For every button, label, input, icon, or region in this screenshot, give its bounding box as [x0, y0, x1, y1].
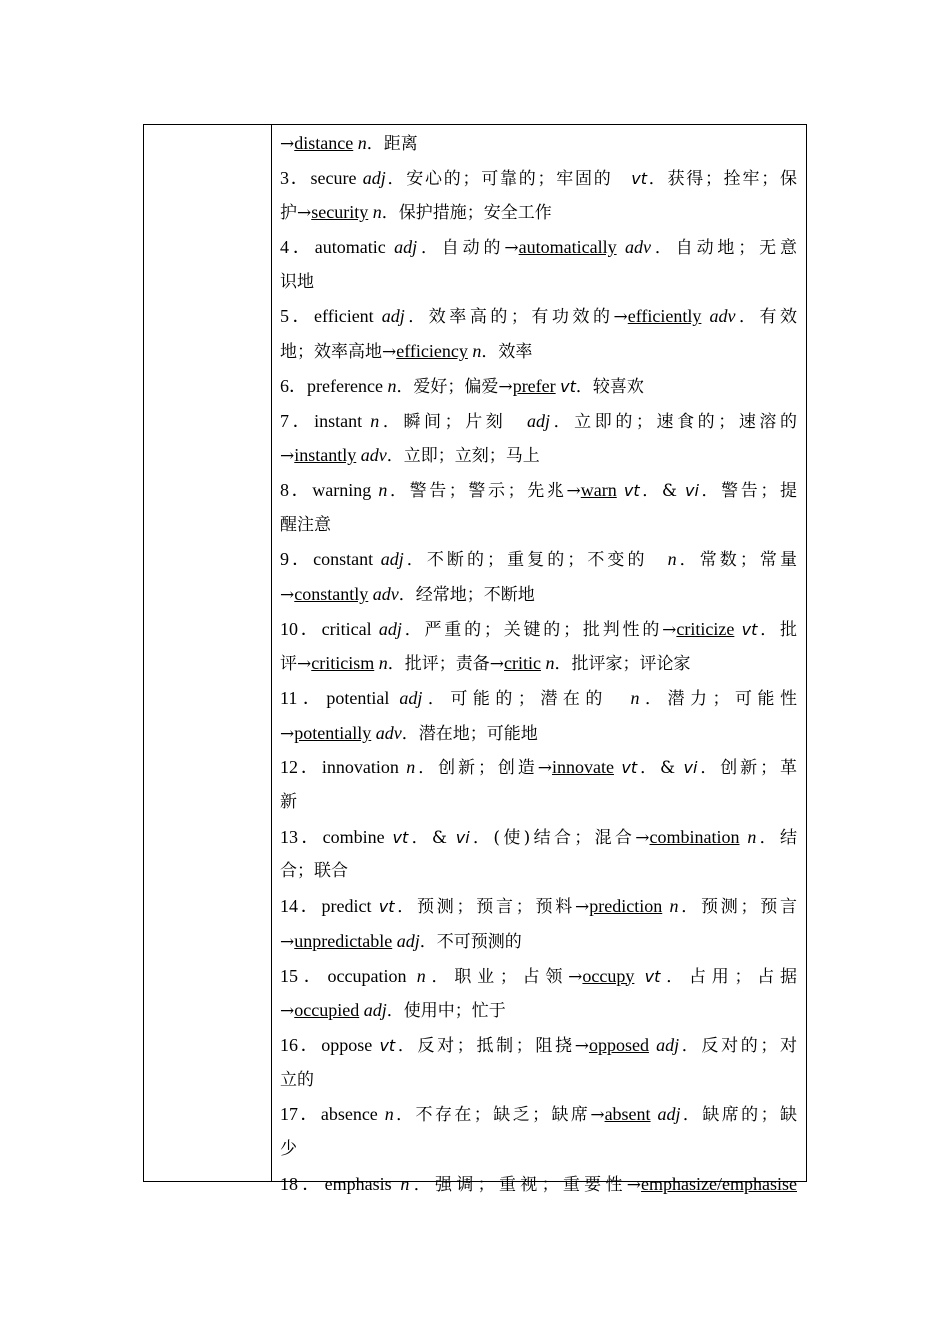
definition-text: ．占用；占据	[660, 966, 797, 987]
headword: 7．instant	[280, 410, 371, 431]
entry-line	[280, 404, 797, 439]
part-of-speech: adj	[363, 1000, 387, 1021]
part-of-speech: n	[669, 896, 679, 917]
derived-word: prediction	[589, 896, 663, 917]
definition-text: ．预测；预言；预料→	[394, 897, 590, 918]
headword	[617, 237, 625, 257]
part-of-speech: adv	[624, 237, 651, 258]
headword: 10．critical	[280, 618, 379, 639]
definition-text: ．立即的；速食的；速溶的	[549, 411, 797, 432]
definition-text: 立的	[280, 1069, 314, 1090]
entry-line	[280, 959, 797, 994]
entry-line	[280, 265, 797, 300]
part-of-speech: vi	[683, 758, 698, 778]
derived-word: combination	[649, 826, 740, 847]
definition-text: →	[280, 446, 295, 467]
entry-line	[280, 299, 797, 334]
part-of-speech: vi	[685, 480, 699, 500]
definition-text: ．潜在地；可能地	[401, 723, 538, 744]
entry-line	[280, 230, 797, 265]
entry-line	[280, 542, 797, 577]
vocabulary-table	[143, 124, 807, 1195]
entry-line	[280, 195, 797, 230]
part-of-speech: adv	[709, 306, 736, 327]
definition-text: 识地	[280, 271, 314, 292]
entry-line	[280, 716, 797, 751]
entry-line	[280, 1063, 797, 1098]
part-of-speech: vi	[455, 827, 470, 847]
definition-text: ．安心的；可靠的；牢固的	[385, 168, 632, 189]
definition-text: ．批	[757, 619, 797, 640]
headword: 14．predict	[280, 896, 379, 917]
definition-text: ．不可预测的	[419, 931, 522, 952]
part-of-speech: n	[378, 653, 388, 674]
entry-line	[280, 161, 797, 196]
part-of-speech: vt	[644, 966, 661, 986]
derived-word: distance	[294, 133, 354, 153]
definition-text: ．较喜欢	[575, 376, 644, 397]
entry-line	[280, 785, 797, 820]
part-of-speech: adj	[378, 618, 402, 639]
headword	[634, 966, 644, 986]
part-of-speech: n	[387, 375, 397, 396]
definition-text: →	[280, 134, 295, 154]
part-of-speech: adj	[526, 410, 550, 431]
definition-text: ．强调；重视；重要性→	[409, 1174, 642, 1195]
part-of-speech: adv	[375, 722, 402, 743]
definition-text: ．警告；警示；先兆→	[387, 480, 581, 501]
definition-text: ．批评；责备→	[387, 654, 504, 675]
definition-text: 少	[280, 1138, 297, 1159]
part-of-speech: vt	[741, 619, 758, 639]
derived-word: occupy	[582, 965, 635, 986]
part-of-speech: adj	[656, 1034, 680, 1055]
derived-word: unpredictable	[294, 930, 393, 951]
headword: 17．absence	[280, 1104, 385, 1125]
part-of-speech: adj	[362, 167, 386, 188]
part-of-speech: n	[667, 549, 677, 570]
derived-word: warn	[580, 479, 617, 500]
entry-line	[280, 993, 797, 1028]
part-of-speech: adv	[372, 583, 399, 604]
part-of-speech: adj	[399, 688, 423, 708]
derived-word: critic	[503, 653, 541, 674]
part-of-speech: n	[630, 688, 640, 708]
entry-line	[280, 646, 797, 681]
derived-word: occupied	[294, 1000, 360, 1021]
definition-text: ．结	[756, 827, 797, 848]
headword: 11．potential	[280, 688, 400, 708]
definition-text: ．&	[408, 827, 456, 848]
definition-text: ．批评家；评论家	[554, 654, 691, 675]
part-of-speech: n	[472, 341, 482, 362]
definition-text: ．警告；提	[698, 480, 797, 501]
headword: 5．efficient	[280, 306, 382, 327]
headword: 6．preference	[280, 375, 388, 396]
part-of-speech: adj	[381, 306, 405, 327]
entry-line	[280, 369, 797, 404]
definition-text: ．自动的→	[417, 238, 519, 259]
definition-text: ．保护措施；安全工作	[381, 203, 552, 224]
definition-text: ．常数；常量	[676, 550, 797, 571]
entry-line	[280, 126, 797, 161]
part-of-speech: vt	[378, 897, 395, 917]
definition-text: ．爱好；偏爱→	[396, 376, 513, 397]
derived-word: instantly	[294, 445, 357, 466]
headword: 18．emphasis	[280, 1173, 401, 1194]
definition-text: 评→	[280, 654, 312, 675]
definition-text: ．可能的；潜在的	[422, 689, 631, 709]
derived-word: absent	[604, 1104, 651, 1125]
headword: 13．combine	[280, 826, 393, 847]
definition-text: ．职业；占领→	[425, 966, 583, 987]
part-of-speech: n	[416, 965, 426, 986]
part-of-speech: n	[406, 757, 416, 778]
entry-line	[280, 820, 797, 855]
entry-line	[280, 1028, 797, 1063]
entry-line	[280, 438, 797, 473]
headword	[662, 896, 669, 916]
headword: 9．constant	[280, 549, 381, 570]
headword: 3．secure	[280, 167, 363, 188]
definition-text: →	[280, 723, 295, 744]
derived-word: emphasize/emphasise	[641, 1173, 797, 1194]
derived-word: criticism	[311, 653, 375, 674]
definition-text: ．距离	[366, 134, 418, 154]
vocabulary-entries	[272, 125, 806, 1195]
definition-text: ．不断的；重复的；不变的	[403, 550, 668, 571]
definition-text: →	[280, 584, 295, 605]
definition-text: 新	[280, 792, 297, 813]
headword	[734, 619, 741, 639]
definition-text: 地；效率高地→	[280, 342, 397, 363]
part-of-speech: n	[357, 133, 367, 153]
definition-text: ．自动地；无意	[650, 238, 797, 259]
definition-text: ．(使)结合；混合→	[469, 827, 650, 848]
derived-word: security	[311, 202, 369, 223]
definition-text: →	[280, 1001, 295, 1022]
part-of-speech: adj	[396, 930, 420, 951]
table-left-column	[144, 125, 272, 1181]
definition-text: ．获得；拴牢；保	[647, 168, 797, 189]
headword	[617, 480, 624, 500]
part-of-speech: adj	[394, 237, 418, 258]
part-of-speech: n	[378, 479, 388, 500]
definition-text: ．使用中；忙于	[386, 1001, 506, 1022]
entry-line	[280, 577, 797, 612]
derived-word: automatically	[518, 237, 617, 258]
definition-text: ．缺席的；缺	[680, 1105, 797, 1126]
definition-text: ．效率高的；有功效的→	[404, 307, 628, 328]
definition-text: ．不存在；缺乏；缺席→	[393, 1105, 605, 1126]
derived-word: potentially	[294, 722, 372, 743]
derived-word: efficiency	[396, 341, 468, 362]
part-of-speech: n	[747, 826, 757, 847]
entry-line	[280, 1097, 797, 1132]
part-of-speech: vt	[631, 168, 647, 188]
part-of-speech: vt	[560, 376, 576, 396]
derived-word: prefer	[512, 375, 556, 396]
definition-text: ．&	[639, 480, 686, 501]
part-of-speech: n	[400, 1173, 410, 1194]
derived-word: innovate	[551, 757, 614, 778]
derived-word: opposed	[588, 1034, 649, 1055]
definition-text: ．反对的；对	[679, 1035, 797, 1056]
entry-line	[280, 1132, 797, 1167]
headword: 4．automatic	[280, 237, 395, 258]
entry-line	[280, 1167, 797, 1202]
part-of-speech: vt	[379, 1035, 396, 1055]
entry-line	[280, 854, 797, 889]
part-of-speech: vt	[621, 758, 638, 778]
definition-text: ．反对；抵制；阻挠→	[395, 1035, 589, 1056]
definition-text: ．经常地；不断地	[398, 584, 535, 605]
entry-line	[280, 334, 797, 369]
part-of-speech: vt	[392, 827, 409, 847]
entry-line	[280, 508, 797, 543]
definition-text: ．有效	[735, 307, 797, 328]
part-of-speech: adj	[380, 549, 404, 570]
part-of-speech: n	[372, 202, 382, 223]
part-of-speech: n	[370, 410, 380, 431]
definition-text: →	[280, 931, 295, 952]
definition-text: ．潜力；可能性	[639, 689, 797, 709]
entry-line	[280, 924, 797, 959]
entry-line	[280, 612, 797, 647]
definition-text: ．瞬间；片刻	[379, 411, 527, 432]
headword: 8．warning	[280, 479, 379, 500]
definition-text: 合；联合	[280, 861, 348, 882]
definition-text: ．立即；立刻；马上	[386, 446, 540, 467]
headword: 15．occupation	[280, 965, 417, 986]
definition-text: ．效率	[481, 342, 533, 363]
derived-word: efficiently	[627, 306, 702, 327]
part-of-speech: adj	[657, 1104, 681, 1125]
definition-text: ．&	[637, 758, 684, 779]
derived-word: constantly	[294, 583, 369, 604]
definition-text: ．创新；革	[697, 758, 797, 779]
part-of-speech: vt	[623, 480, 640, 500]
entry-line	[280, 889, 797, 924]
definition-text: ．预测；预言	[678, 897, 797, 918]
headword: 12．innovation	[280, 757, 407, 778]
part-of-speech: adv	[360, 445, 387, 466]
entry-line	[280, 473, 797, 508]
entry-line	[280, 750, 797, 785]
headword: 16．oppose	[280, 1034, 380, 1055]
derived-word: criticize	[676, 618, 735, 639]
definition-text: ．创新；创造→	[415, 758, 552, 779]
definition-text: 醒注意	[280, 514, 331, 535]
entry-line	[280, 681, 797, 716]
definition-text: ．严重的；关键的；批判性的→	[401, 619, 677, 640]
part-of-speech: n	[384, 1104, 394, 1125]
definition-text: 护→	[280, 203, 312, 224]
part-of-speech: n	[545, 653, 555, 674]
